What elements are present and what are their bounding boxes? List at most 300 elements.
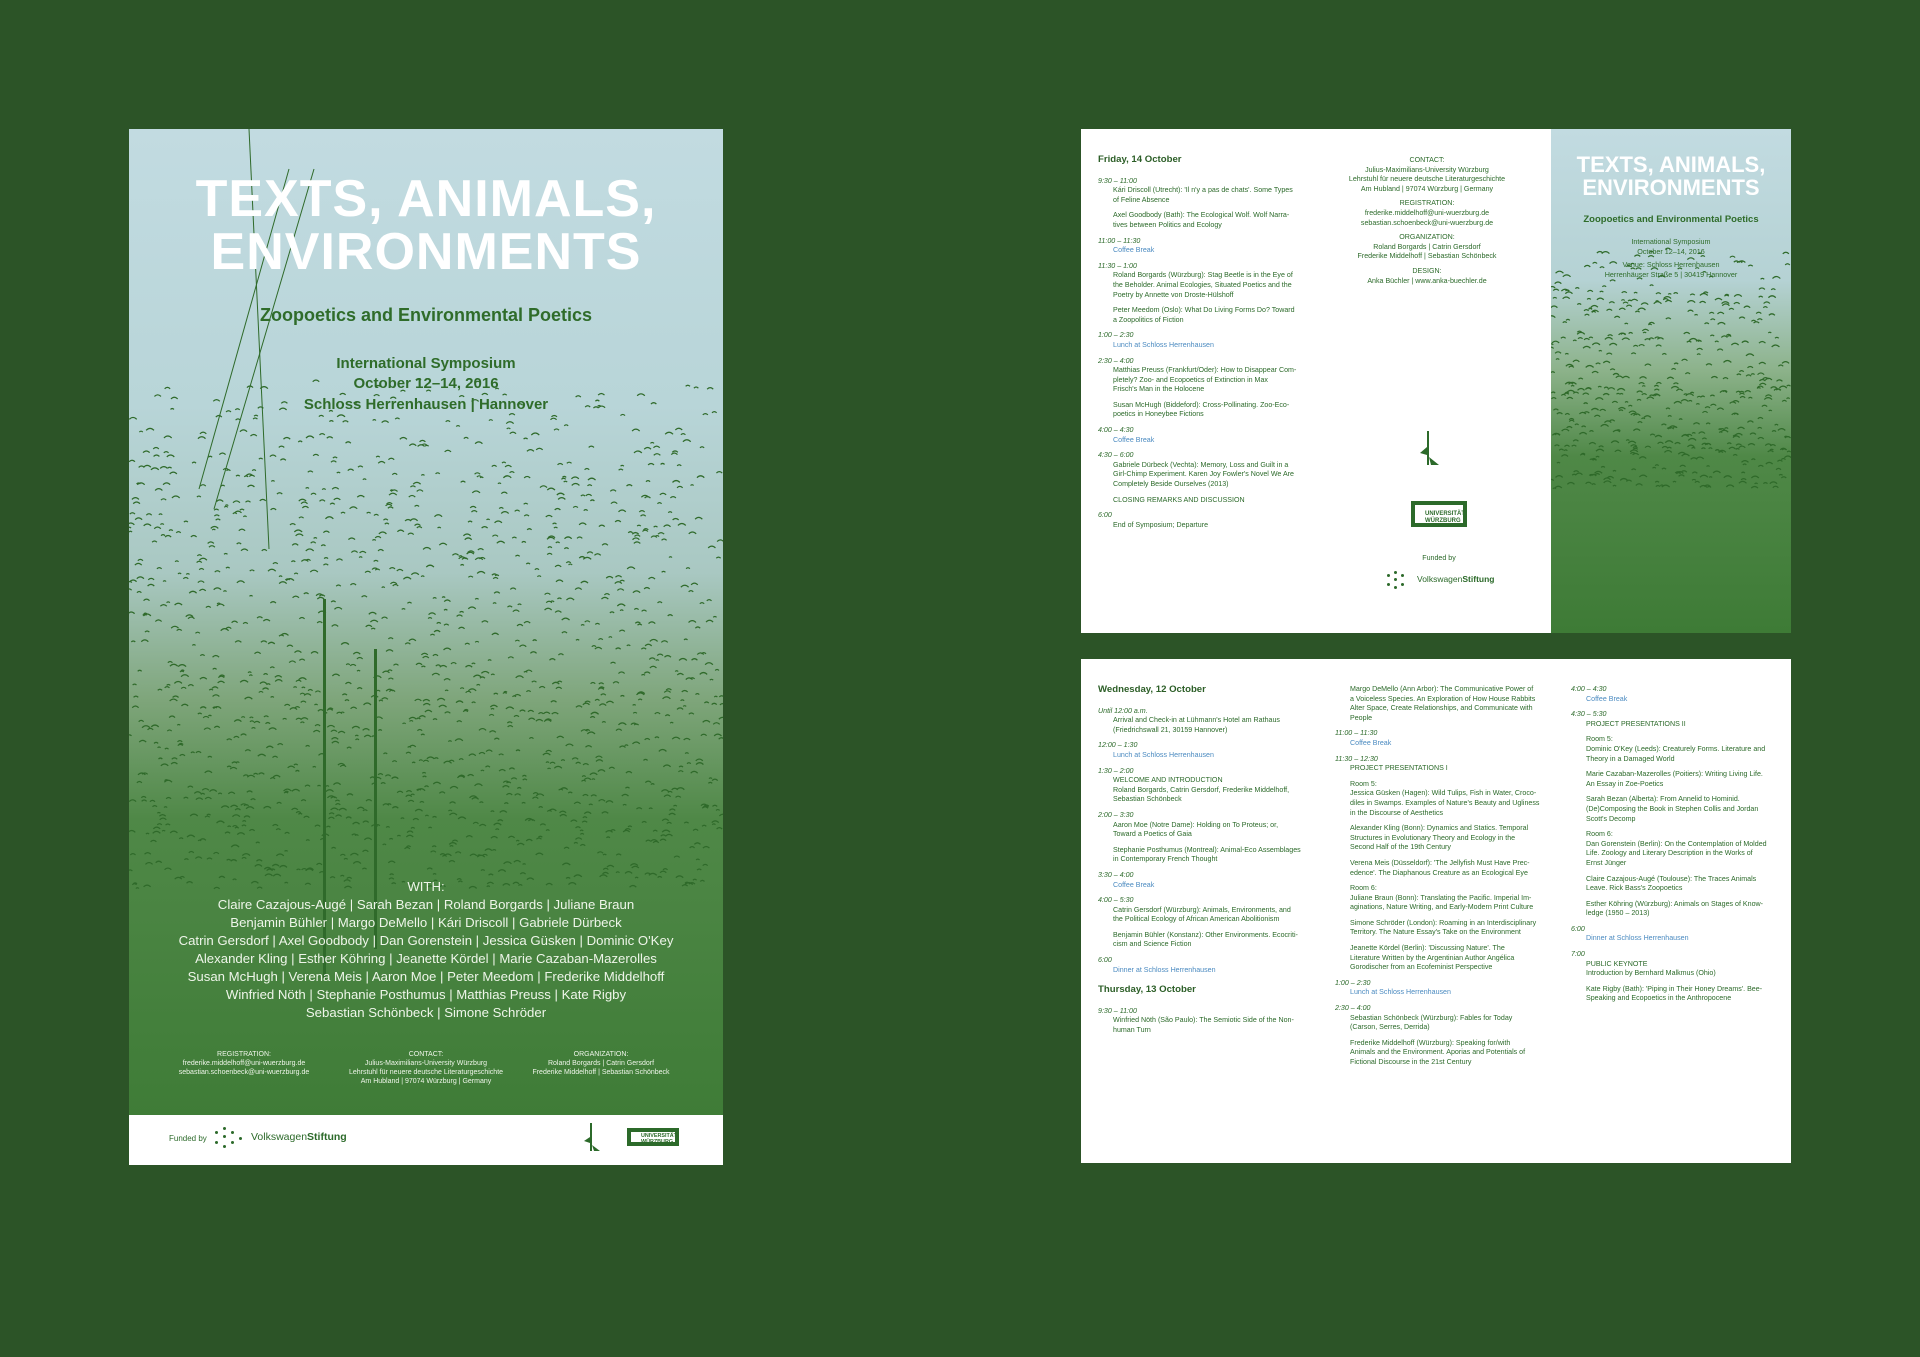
bird-shape [497,541,505,543]
bird-shape [255,652,261,654]
slot-line: People [1350,713,1373,722]
bird-shape [470,506,476,507]
bird-shape [681,434,686,435]
bird-shape [1642,394,1647,395]
bird-shape [498,483,501,484]
bird-shape [214,515,219,516]
bird-shape [375,537,381,538]
slot-line: (Carson, Serres, Derrida) [1350,1023,1430,1032]
bird-shape [717,828,723,829]
bird-shape [627,645,630,646]
bird-shape [1758,418,1763,419]
bird-shape [235,827,239,828]
bird-shape [1633,453,1639,455]
bird-shape [417,490,423,492]
bird-shape [1674,401,1682,403]
bird-shape [712,821,719,823]
bird-shape [388,458,394,459]
bird-shape [536,448,543,450]
bird-shape [520,873,525,874]
bird-shape [433,655,438,656]
bird-shape [412,762,415,763]
slot-line: Catrin Gersdorf (Würzburg): Animals, Environments, and [1113,905,1291,914]
bird-shape [1553,297,1557,298]
bird-shape [151,840,157,841]
bird-shape [1758,465,1763,466]
bird-shape [1668,294,1671,295]
bird-shape [1676,389,1682,391]
bird-shape [510,432,516,434]
bird-shape [712,824,715,825]
bird-shape [444,624,449,625]
bird-shape [273,563,278,564]
bird-shape [1673,481,1676,482]
bird-shape [141,797,146,798]
bird-shape [587,732,595,734]
bird-shape [148,578,154,579]
bird-shape [311,652,318,654]
bird-shape [668,791,672,792]
bird-shape [281,634,289,636]
bird-shape [653,830,657,831]
bird-shape [516,750,520,751]
sponsor-name-a: Volkswagen [251,1131,308,1143]
bird-shape [321,545,325,546]
bird-shape [266,684,270,685]
bird-shape [407,831,413,833]
bird-shape [1643,332,1646,333]
bird-shape [326,786,329,787]
bird-shape [1611,441,1619,443]
bird-shape [1732,401,1739,403]
bird-shape [695,517,702,519]
bird-shape [221,806,229,808]
bird-shape [610,612,614,613]
bird-shape [664,656,671,658]
bird-shape [686,568,690,569]
bird-shape [1564,450,1567,451]
bird-shape [1748,444,1755,446]
registration-line: frederike.middelhoff@uni-wuerzburg.de [1364,208,1490,217]
bird-shape [655,737,659,738]
bird-shape [1705,323,1709,324]
bird-shape [346,817,351,818]
bird-shape [392,777,399,779]
bird-shape [585,468,590,469]
bird-shape [546,750,552,751]
bird-shape [1724,295,1728,296]
bird-shape [1709,312,1714,313]
bird-shape [564,425,568,426]
bird-shape [515,794,521,795]
bird-shape [1635,311,1639,312]
bird-shape [357,688,362,689]
bird-shape [582,776,585,777]
bird-shape [1617,389,1625,391]
bird-shape [329,813,334,814]
bird-shape [687,763,691,764]
bird-shape [524,438,528,439]
uni-logo-line2: WÜRZBURG [641,1139,674,1145]
bird-shape [591,683,596,684]
bird-shape [1609,343,1617,345]
bird-shape [1713,471,1720,473]
bird-shape [536,853,543,855]
bird-shape [1731,343,1738,345]
bird-shape [333,783,340,785]
bird-shape [129,870,132,871]
contact-line: Am Hubland | 97074 Würzburg | Germany [1360,184,1494,193]
bird-shape [362,868,366,869]
bird-shape [1650,285,1654,286]
organization-line: Roland Borgards | Catrin Gersdorf [1373,242,1481,251]
bird-shape [355,835,358,836]
bird-shape [1679,419,1682,420]
bird-shape [198,713,202,714]
bird-shape [445,712,451,713]
program-slot [1098,237,1308,256]
bird-shape [301,800,306,801]
bird-shape [616,648,621,649]
bird-shape [508,606,513,607]
bird-shape [1784,456,1791,458]
slot-line: End of Symposium; Departure [1113,520,1209,529]
bird-shape [669,813,676,815]
bird-shape [1742,341,1749,343]
bird-shape [236,475,240,476]
slot-line: Kate Rigby (Bath): 'Piping in Their Honey Dreams'. Bee- [1586,984,1763,993]
slot-line: cism and Science Fiction [1113,940,1192,949]
bird-shape [1610,280,1615,281]
slot-line: Leave. Rick Bass's Zoopoetics [1586,884,1683,893]
bird-shape [449,813,456,815]
bird-shape [615,576,621,578]
bird-shape [1636,484,1643,486]
bird-shape [350,664,356,665]
bird-shape [472,491,480,493]
bird-shape [196,798,203,800]
bird-shape [460,611,464,612]
bird-shape [1641,303,1648,305]
bird-shape [1633,429,1640,431]
bird-shape [327,437,333,439]
slot-line: ledge (1950 – 2013) [1586,909,1650,918]
slot-line: Introduction by Bernhard Malkmus (Ohio) [1586,969,1716,978]
slot-line: (De)Composing the Book in Stephen Collis and Jordan [1586,804,1759,813]
program-slot [1098,426,1308,445]
bird-shape [177,629,182,630]
bird-shape [491,837,498,839]
bird-shape [204,728,211,730]
bird-shape [693,829,698,830]
bird-shape [482,621,488,623]
bird-shape [562,476,566,477]
bird-shape [299,618,304,619]
bird-shape [1779,386,1786,388]
bird-shape [482,393,488,395]
bird-shape [517,788,521,789]
bird-shape [506,422,513,424]
bird-shape [555,509,561,510]
bird-shape [564,548,568,549]
bird-shape [507,428,511,429]
bird-shape [557,493,565,495]
bird-shape [548,768,551,769]
bird-shape [172,496,180,498]
bird-shape [385,775,390,776]
bird-shape [1632,469,1636,470]
slot-line: pletely? Zoo- and Ecopoetics of Extinction in Max [1113,375,1268,384]
uni-logo-line1: UNIVERSITÄT [1425,511,1466,517]
bird-shape [270,778,275,779]
bird-shape [139,431,142,432]
bird-shape [618,723,626,725]
bird-shape [136,888,139,889]
bird-shape [1775,337,1779,338]
thursday-program-evening [1571,685,1781,1010]
bird-shape [227,739,232,740]
bird-shape [494,738,499,739]
bird-shape [1759,341,1766,343]
bird-shape [539,807,543,808]
bird-shape [1592,371,1598,373]
bird-shape [415,524,421,525]
bird-shape [289,661,296,663]
bird-shape [665,432,673,434]
bird-shape [271,509,277,510]
bird-shape [221,485,225,486]
bird-shape [201,793,205,794]
bird-shape [366,800,372,801]
slot-line: Sebastian Schönbeck [1113,795,1182,804]
bird-shape [269,728,277,730]
bird-shape [473,675,481,677]
bird-shape [1633,447,1637,448]
bird-shape [139,720,144,721]
slot-break: Lunch at Schloss Herrenhausen [1350,988,1451,997]
bird-shape [392,761,396,762]
bird-shape [344,858,348,859]
bird-shape [1559,449,1564,450]
bird-shape [347,747,351,748]
bird-shape [572,483,580,485]
bird-shape [374,514,379,515]
bird-shape [271,697,274,698]
bird-shape [295,651,302,653]
bird-shape [139,740,146,742]
bird-shape [491,709,494,710]
bird-shape [482,527,488,529]
bird-shape [248,672,251,673]
bird-shape [664,795,671,797]
bird-shape [184,797,189,798]
bird-shape [1758,373,1765,375]
bird-shape [1690,392,1693,393]
bird-shape [481,671,489,673]
bird-shape [1671,387,1678,389]
program-slot [1335,979,1545,998]
bird-shape [440,665,447,667]
program-slot [1571,685,1781,704]
bird-shape [1600,291,1604,292]
bird-shape [540,824,545,825]
program-slot [1098,741,1308,760]
bird-shape [265,874,273,876]
participant-line: Sebastian Schönbeck | Simone Schröder [305,1005,547,1020]
bird-shape [489,714,494,715]
bird-shape [691,485,694,486]
bird-shape [518,604,522,605]
bird-shape [472,663,475,664]
poster [129,129,723,1165]
bird-shape [214,707,222,709]
bird-shape [294,573,298,574]
bird-shape [243,516,246,517]
bird-shape [165,536,171,538]
bird-shape [459,759,463,760]
bird-shape [533,793,538,794]
bird-shape [247,775,254,777]
bird-shape [1664,451,1671,453]
bird-shape [1688,438,1696,440]
bird-shape [345,682,351,683]
bird-shape [645,781,651,782]
bird-shape [295,707,300,708]
bird-shape [683,706,686,707]
bird-shape [1710,395,1714,396]
bird-shape [333,457,337,458]
bird-shape [492,850,496,851]
bird-shape [168,661,173,662]
bird-shape [641,674,645,675]
bird-shape [387,804,391,805]
bird-shape [392,473,397,474]
bird-shape [319,434,324,435]
program-slot [1335,729,1545,748]
bird-shape [374,560,378,561]
bird-shape [677,673,683,675]
bird-shape [1776,389,1781,390]
bird-shape [510,472,515,473]
bird-shape [308,690,313,691]
bird-shape [1556,476,1563,478]
bird-shape [1565,445,1570,446]
bird-shape [526,691,530,692]
slot-time: 11:00 – 11:30 [1335,729,1378,738]
bird-shape [1756,312,1761,313]
poster-bird-flock-image [129,129,723,1115]
bird-shape [1688,310,1694,311]
participant-line: Alexander Kling | Esther Köhring | Jeanette Kördel | Marie Cazaban-Mazerolles [195,951,657,966]
bird-shape [1746,354,1754,356]
bird-shape [678,523,686,525]
bird-shape [370,777,375,778]
bird-shape [346,442,351,443]
bird-shape [279,576,282,577]
bird-shape [626,772,632,773]
bird-shape [619,469,623,470]
bird-shape [181,687,186,688]
bird-shape [694,843,700,845]
bird-shape [598,639,602,640]
participant-line: Benjamin Bühler | Margo DeMello | Kári Driscoll | Gabriele Dürbeck [230,915,622,930]
bird-shape [508,657,513,658]
cover-title-line2: ENVIRONMENTS [1582,175,1760,200]
bird-shape [1604,478,1611,480]
bird-shape [323,531,329,533]
bird-shape [206,606,211,607]
participant-line: Catrin Gersdorf | Axel Goodbody | Dan Gorenstein | Jessica Güsken | Dominic O'Key [178,933,674,948]
bird-shape [1715,298,1722,300]
bird-shape [163,483,170,485]
bird-shape [1571,386,1574,387]
bird-shape [458,817,466,819]
bird-shape [299,517,304,518]
bird-shape [331,808,339,810]
bird-shape [332,738,339,740]
bird-shape [1768,332,1771,333]
bird-shape [214,726,219,727]
bird-shape [1645,364,1651,366]
bird-shape [1601,425,1609,427]
bird-shape [137,577,144,579]
bird-shape [270,602,276,603]
bird-shape [1777,380,1783,381]
cover-flock-illustration [1551,129,1791,633]
bird-shape [1596,456,1599,457]
bird-shape [508,836,514,838]
slot-line: Frederike Middelhoff (Würzburg): Speaking for/with [1350,1038,1511,1047]
bird-shape [1734,295,1742,297]
bird-shape [425,786,429,787]
bird-shape [1739,317,1745,318]
bird-shape [165,687,170,688]
bird-shape [353,822,360,824]
bird-shape [241,549,248,551]
bird-shape [233,826,238,827]
bird-shape [1604,387,1608,388]
bird-shape [1715,341,1719,342]
bird-shape [260,682,267,684]
bird-shape [192,645,195,646]
bird-shape [558,498,565,500]
bird-shape [243,622,248,623]
bird-shape [154,527,161,529]
bird-shape [557,598,561,599]
bird-shape [313,454,319,455]
bird-shape [314,704,317,705]
bird-shape [1678,452,1685,454]
bird-shape [460,688,464,689]
bird-shape [1551,398,1556,399]
bird-shape [145,853,151,855]
bird-shape [143,451,150,453]
bird-shape [1768,296,1775,298]
bird-shape [695,627,700,628]
bird-shape [576,639,579,640]
bird-shape [433,874,436,875]
bird-shape [255,865,262,867]
bird-shape [1584,403,1588,404]
bird-shape [1567,427,1572,428]
bird-shape [1615,450,1621,452]
bird-shape [606,801,613,803]
bird-shape [501,512,508,514]
bird-shape [466,836,472,838]
bird-shape [616,729,622,730]
bird-shape [1781,458,1785,459]
bird-shape [1555,445,1560,446]
